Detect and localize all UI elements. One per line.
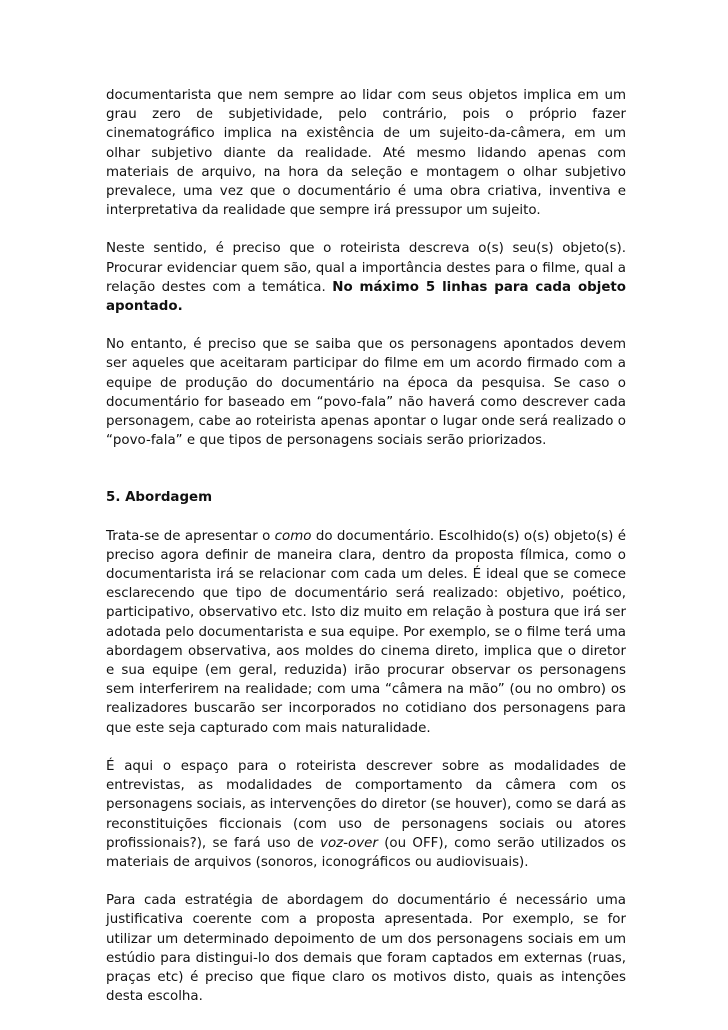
spacer (106, 316, 626, 335)
spacer (106, 508, 626, 527)
section-heading: 5. Abordagem (106, 490, 213, 506)
document-page (106, 86, 626, 1006)
paragraph-5 (106, 757, 626, 872)
paragraph-2-bold: No máximo 5 linhas para cada objeto apontado. (106, 279, 627, 315)
paragraph-5-text-b: (ou OFF), como serão utilizados os materiais de arquivos (sonoros, iconográficos ou audiovisuais). (106, 835, 626, 870)
paragraph-5-emphasis: voz-over (320, 835, 378, 851)
paragraph-5-text-a: É aqui o espaço para o roteirista descrever sobre as modalidades de entrevistas, as modalidades de comportamento da câmera com os personagens sociais, as intervenções do diretor (se houver), como se dará as reconstituições ficcionais (com uso de personagens sociais ou atores profissionais?), se fará uso de (106, 758, 627, 851)
spacer (106, 450, 626, 488)
paragraph-2 (106, 239, 626, 316)
spacer (106, 220, 626, 239)
paragraph-4-emphasis: como (274, 528, 312, 544)
spacer (106, 872, 626, 891)
spacer (106, 738, 626, 757)
paragraph-6: Para cada estratégia de abordagem do documentário é necessário uma justificativa coerente com a proposta apresentada. Por exemplo, se for utilizar um determinado depoimento de um dos personagens sociais em um estúdio para distingui-lo dos demais que foram captados em externas (ruas, praças etc) é preciso que fique claro os motivos disto, quais as intenções desta escolha. (106, 893, 626, 1005)
paragraph-4-text-b: do documentário. Escolhido(s) o(s) objeto(s) é preciso agora definir de maneira clara, dentro da proposta fílmica, como o documentarista irá se relacionar com cada um deles. É ideal que se comece esclarecendo que tipo de documentário será realizado: objetivo, poético, participativo, observativo etc. Isto diz muito em relação à postura que irá ser adotada pelo documentarista e sua equipe. Por exemplo, se o filme terá uma abordagem observativa, aos moldes do cinema direto, implica que o diretor e sua equipe (em geral, reduzida) irão procurar observar os personagens sem interferirem na realidade; com uma “câmera na mão” (ou no ombro) os realizadores buscarão ser incorporados no cotidiano dos personagens para que este seja capturado com mais naturalidade. (106, 528, 626, 736)
paragraph-3: No entanto, é preciso que se saiba que os personagens apontados devem ser aqueles que aceitaram participar do filme em um acordo firmado com a equipe de produção do documentário na época da pesquisa. Se caso o documentário for baseado em “povo-fala” não haverá como descrever cada personagem, cabe ao roteirista apenas apontar o lugar onde será realizado o “povo-fala” e que tipos de personagens sociais serão priorizados. (106, 337, 626, 449)
paragraph-4 (106, 527, 626, 738)
paragraph-4-text-a: Trata-se de apresentar o (106, 528, 275, 544)
paragraph-2-text: Neste sentido, é preciso que o roteirista descreva o(s) seu(s) objeto(s). Procurar evidenciar quem são, qual a importância destes para o filme, qual a relação destes com a temática. (106, 241, 626, 295)
paragraph-1: documentarista que nem sempre ao lidar com seus objetos implica em um grau zero de subjetividade, pelo contrário, pois o próprio fazer cinematográfico implica na existência de um sujeito-da-câmera, em um olhar subjetivo diante da realidade. Até mesmo lidando apenas com materiais de arquivo, na hora da seleção e montagem o olhar subjetivo prevalece, uma vez que o documentário é uma obra criativa, inventiva e interpretativa da realidade que sempre irá pressupor um sujeito. (106, 88, 626, 219)
